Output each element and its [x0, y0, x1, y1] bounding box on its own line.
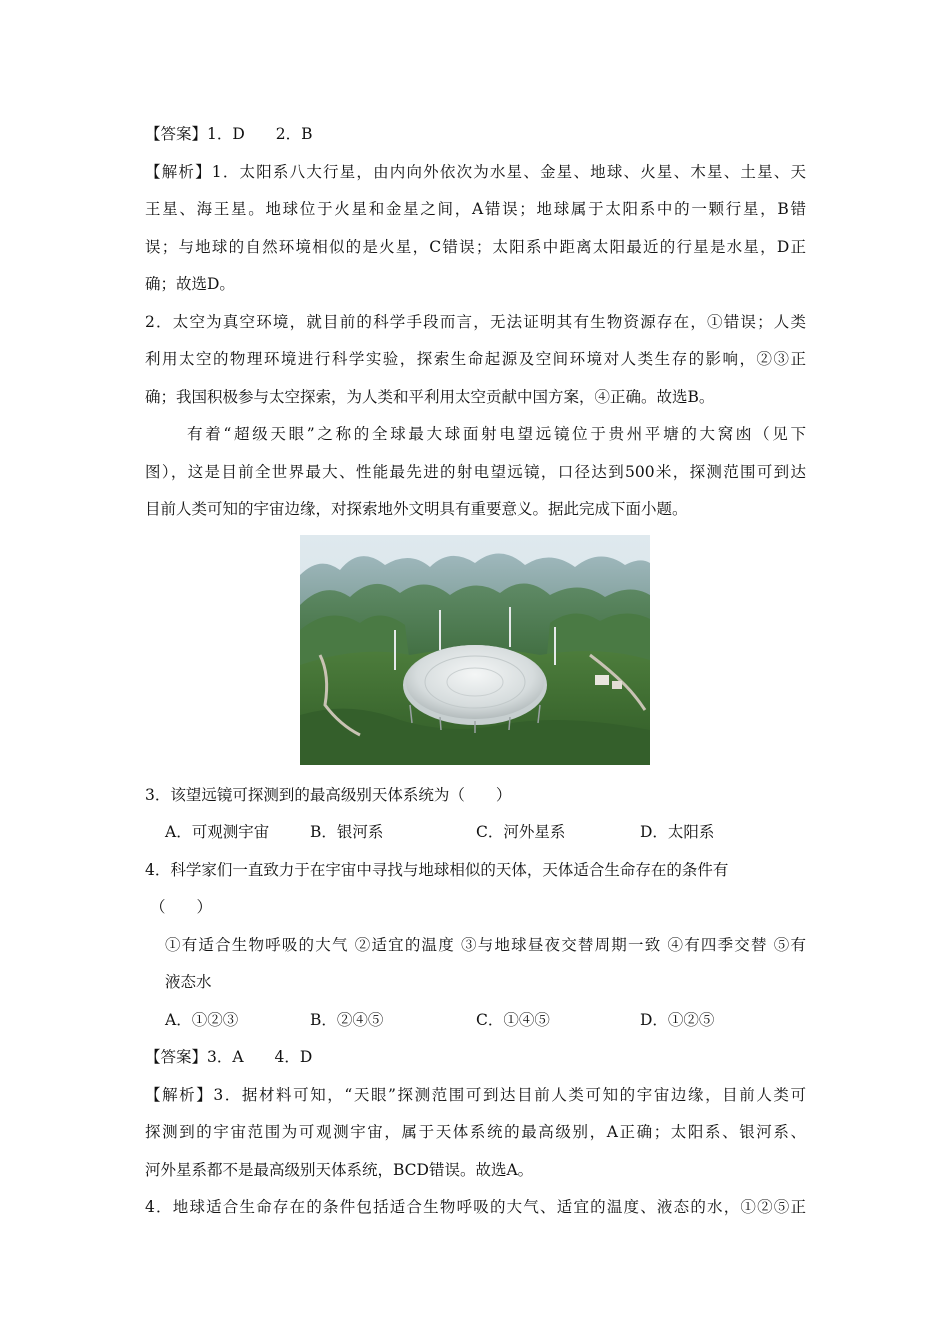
telescope-photo [300, 535, 650, 765]
analysis-line: 利用太空的物理环境进行科学实验，探索生命起源及空间环境对人类生存的影响，②③正 [145, 350, 806, 368]
question-3-stem: 3．该望远镜可探测到的最高级别天体系统为（ ） [145, 786, 512, 804]
material-line: 目前人类可知的宇宙边缘，对探索地外文明具有重要意义。据此完成下面小题。 [145, 500, 688, 518]
analysis-line: 2．太空为真空环境，就目前的科学手段而言，无法证明其有生物资源存在，①错误；人类 [145, 313, 806, 331]
analysis-line: 【解析】1．太阳系八大行星，由内向外依次为水星、金星、地球、火星、木星、土星、天 [145, 163, 806, 181]
q3-option-b: B．银河系 [310, 823, 384, 841]
q4-option-c: C．①④⑤ [476, 1011, 550, 1029]
q4-option-b: B．②④⑤ [310, 1011, 384, 1029]
analysis-line: 【解析】3．据材料可知，“天眼”探测范围可到达目前人类可知的宇宙边缘，目前人类可 [145, 1086, 806, 1104]
q4-conditions-cont: 液态水 [165, 973, 212, 991]
analysis-line: 确；我国积极参与太空探索，为人类和平利用太空贡献中国方案，④正确。故选B。 [145, 388, 715, 406]
analysis-line: 河外星系都不是最高级别天体系统，BCD错误。故选A。 [145, 1161, 534, 1179]
question-4-stem: 4．科学家们一直致力于在宇宙中寻找与地球相似的天体，天体适合生命存在的条件有 [145, 861, 729, 879]
material-line: 图），这是目前全世界最大、性能最先进的射电望远镜，口径达到500米，探测范围可到达 [145, 463, 806, 481]
q4-option-a: A．①②③ [165, 1011, 239, 1029]
q4-option-d: D．①②⑤ [640, 1011, 715, 1029]
analysis-line: 王星、海王星。地球位于火星和金星之间，A错误；地球属于太阳系中的一颗行星，B错 [145, 200, 806, 218]
analysis-line: 4．地球适合生命存在的条件包括适合生物呼吸的大气、适宜的温度、液态的水，①②⑤正 [145, 1198, 806, 1216]
analysis-line: 探测到的宇宙范围为可观测宇宙，属于天体系统的最高级别，A正确；太阳系、银河系、 [145, 1123, 806, 1141]
material-line: 有着“超级天眼”之称的全球最大球面射电望远镜位于贵州平塘的大窝凼（见下 [187, 425, 806, 443]
analysis-line: 确；故选D。 [145, 275, 235, 293]
q4-conditions: ①有适合生物呼吸的大气 ②适宜的温度 ③与地球昼夜交替周期一致 ④有四季交替 ⑤有 [165, 936, 806, 954]
question-4-blank: （ ） [150, 898, 213, 916]
answer-line-3-4: 【答案】3．A 4．D [145, 1048, 313, 1066]
answer-line-1-2: 【答案】1．D 2．B [145, 125, 313, 143]
q3-option-c: C．河外星系 [476, 823, 566, 841]
q3-option-a: A．可观测宇宙 [165, 823, 270, 841]
analysis-line: 误；与地球的自然环境相似的是火星，C错误；太阳系中距离太阳最近的行星是水星，D正 [145, 238, 806, 256]
q3-option-d: D．太阳系 [640, 823, 715, 841]
